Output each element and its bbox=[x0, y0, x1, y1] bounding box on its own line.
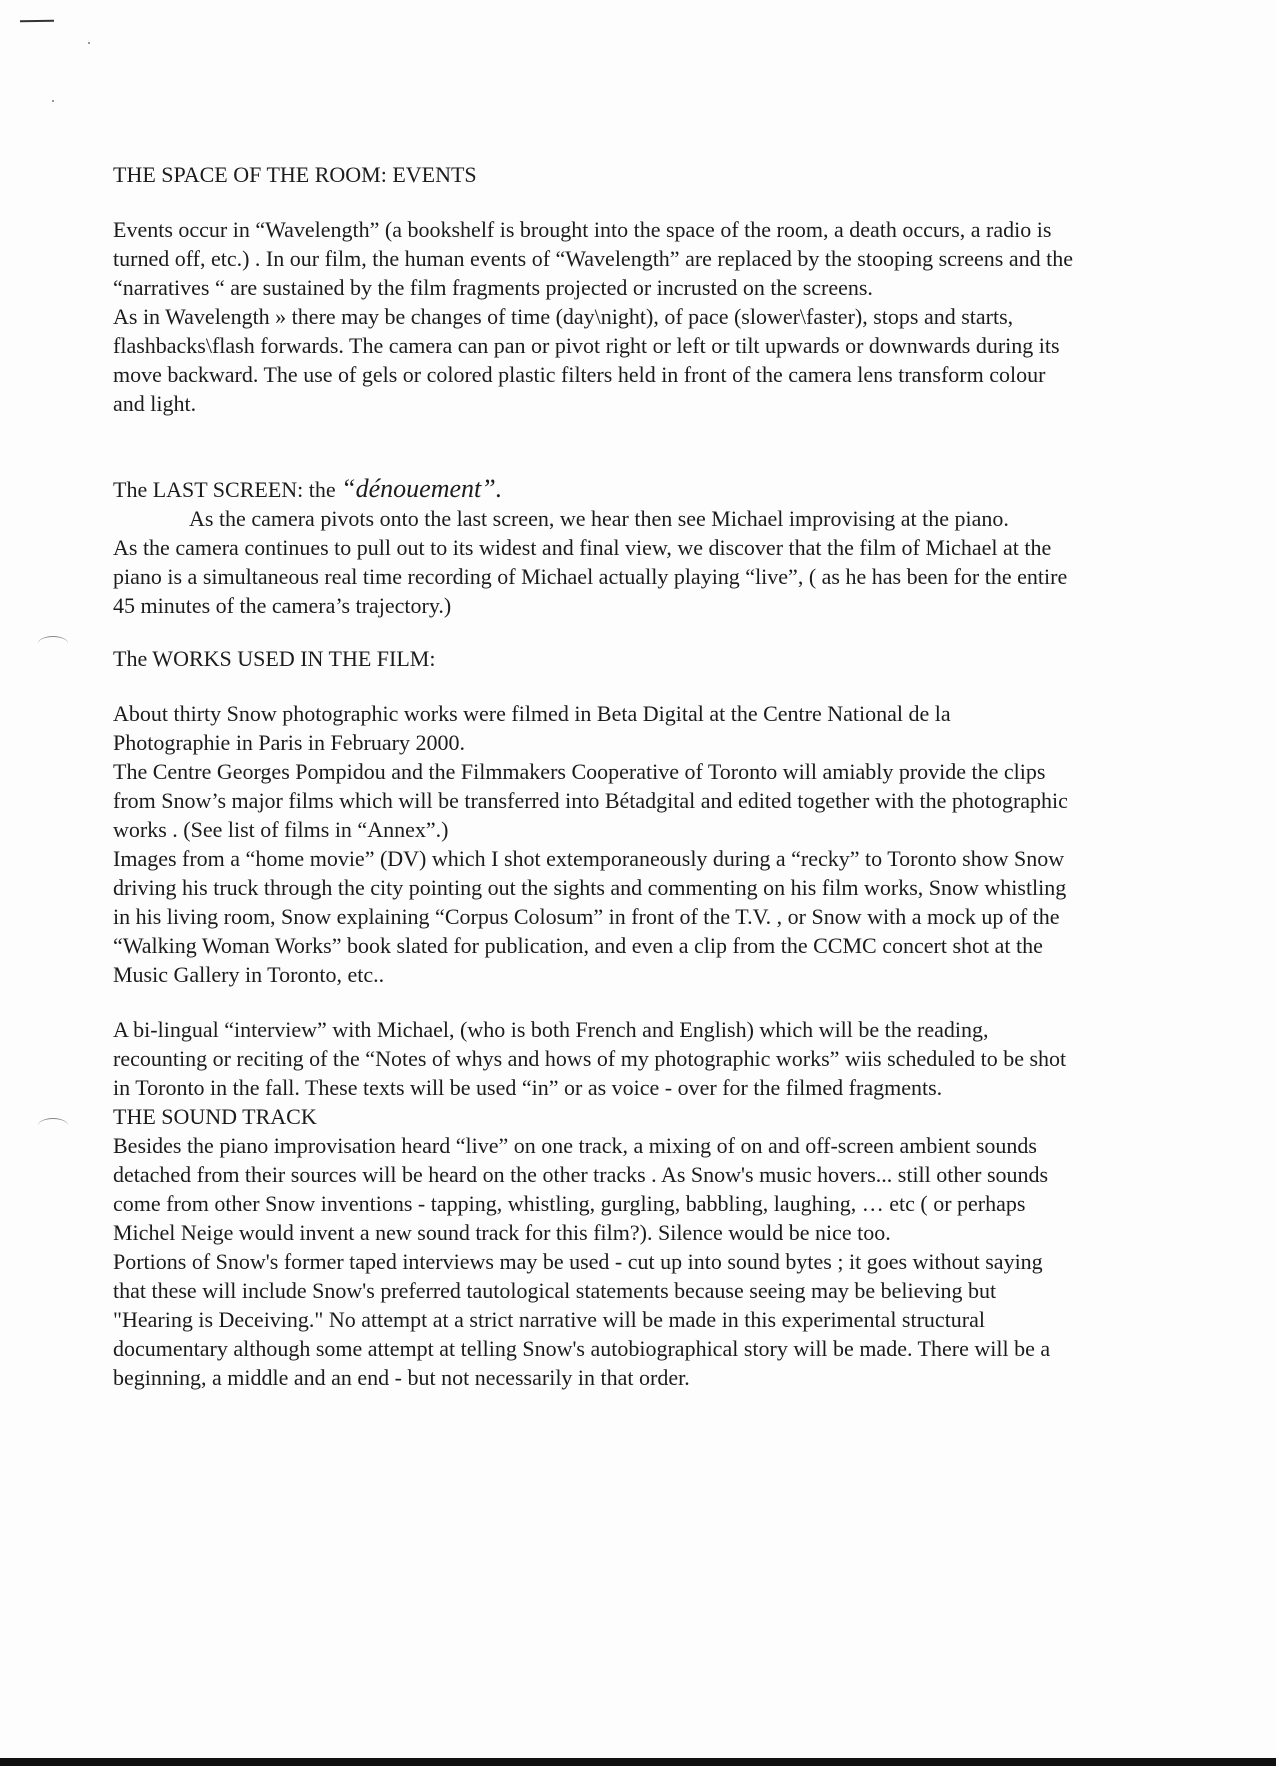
heading-prefix: The LAST SCREEN: the bbox=[113, 477, 342, 502]
paragraph: A bi-lingual “interview” with Michael, (who is both French and English) which will be the reading, recounting or reciting of the “Notes of whys and hows of my photographic works” wiis scheduled to be shot in Toronto in the fall. These texts will be used “in” or as voice - over for the filmed fragments. bbox=[113, 1017, 1067, 1100]
scan-arc bbox=[38, 1118, 68, 1133]
scan-mark bbox=[20, 20, 54, 23]
section-heading-works: The WORKS USED IN THE FILM: bbox=[113, 646, 436, 671]
document-body bbox=[113, 160, 1073, 1392]
paragraph: The Centre Georges Pompidou and the Filmmakers Cooperative of Toronto will amiably provide the clips from Snow’s major films which will be transferred into Bétadgital and edited together with the photographic works . (See list of films in “Annex”.) bbox=[113, 759, 1068, 842]
section-heading-last-screen bbox=[113, 474, 1073, 504]
paragraph: Events occur in “Wavelength” (a bookshelf is brought into the space of the room, a death occurs, a radio is turned off, etc.) . In our film, the human events of “Wavelength” are replaced by the stooping screens and the “narratives “ are sustained by the film fragments projected or incrusted on the screens. bbox=[113, 217, 1073, 300]
section-heading-space: THE SPACE OF THE ROOM: EVENTS bbox=[113, 162, 477, 187]
section-heading-sound: THE SOUND TRACK bbox=[113, 1104, 317, 1129]
paragraph: Portions of Snow's former taped interviews may be used - cut up into sound bytes ; it goes without saying that these will include Snow's preferred tautological statements because seeing may be believing but "Hearing is Deceiving." No attempt at a strict narrative will be made in this experimental structural documentary although some attempt at telling Snow's autobiographical story will be made. There will be a beginning, a middle and an end - but not necessarily in that order. bbox=[113, 1249, 1051, 1390]
paragraph: As the camera continues to pull out to its widest and final view, we discover that the film of Michael at the piano is a simultaneous real time recording of Michael actually playing “live”, ( as he has been for the entire 45 minutes of the camera’s trajectory.) bbox=[113, 535, 1068, 618]
scan-dot bbox=[88, 42, 90, 44]
paragraph: As in Wavelength » there may be changes of time (day\night), of pace (slower\faster), stops and starts, flashbacks\flash forwards. The camera can pan or pivot right or left or tilt upwards or downwards during its move backward. The use of gels or colored plastic filters held in front of the camera lens transform colour and light. bbox=[113, 304, 1060, 416]
scan-dot bbox=[52, 100, 54, 102]
paragraph: As the camera pivots onto the last screen, we hear then see Michael improvising at the piano. bbox=[189, 506, 1009, 531]
paragraph: Images from a “home movie” (DV) which I shot extemporaneously during a “recky” to Toronto show Snow driving his truck through the city pointing out the sights and commenting on his film works, Snow whistling in his living room, Snow explaining “Corpus Colosum” in front of the T.V. , or Snow with a mock up of the “Walking Woman Works” book slated for publication, and even a clip from the CCMC concert shot at the Music Gallery in Toronto, etc.. bbox=[113, 846, 1067, 987]
denouement-italic: “dénouement”. bbox=[341, 474, 503, 503]
scan-arc bbox=[38, 636, 68, 651]
scan-bottom-edge bbox=[0, 1758, 1276, 1766]
paragraph: Besides the piano improvisation heard “live” on one track, a mixing of on and off-screen ambient sounds detached from their sources will be heard on the other tracks . As Snow's music hovers... still other sounds come from other Snow inventions - tapping, whistling, gurgling, babbling, laughing, … etc ( or perhaps Michel Neige would invent a new sound track for this film?). Silence would be nice too. bbox=[113, 1133, 1049, 1245]
paragraph: About thirty Snow photographic works were filmed in Beta Digital at the Centre National de la Photographie in Paris in February 2000. bbox=[113, 701, 951, 755]
